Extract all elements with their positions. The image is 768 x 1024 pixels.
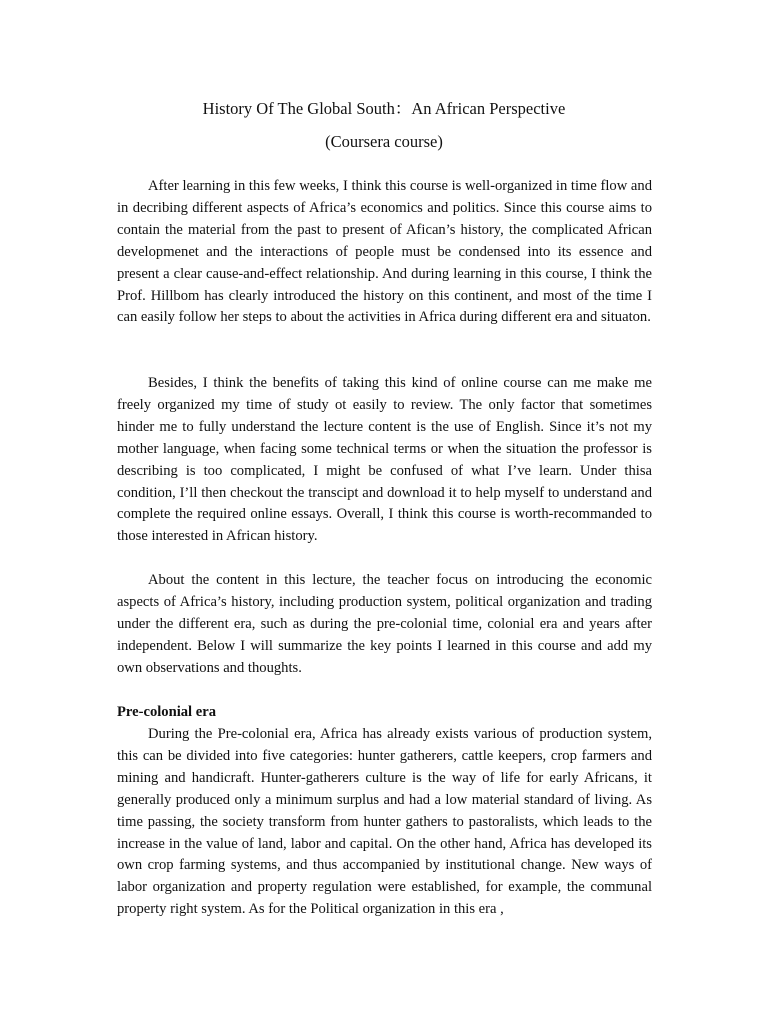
paragraph-pre-colonial-era: During the Pre-colonial era, Africa has already exists various of production system, this can be divided into five categories: hunter gatherers, cattle keepers, crop farmers and mining and handicraft. Hunter-gatherers culture is the way of life for early Africans, it generally produced only a minimum surplus and had a low material standard of living. As time passing, the society transform from hunter gathers to pastoralists, which leads to the increase in the value of land, labor and capital. On the other hand, Africa has developed its own crop farming systems, and thus accompanied by institutional change. New ways of labor organization and property regulation were established, for example, the communal property right system. As for the Political organization in this era ,	[117, 726, 652, 918]
paragraph-course-review: After learning in this few weeks, I think this course is well-organized in time flow and in decribing different aspects of Africa’s economics and politics. Since this course aims to contain the material from the past to present of Afican’s history, the complicated African developmenet and the interactions of people must be condensed into its essence and present a clear cause-and-effect relationship. And during learning in this course, I think the Prof. Hillbom has clearly introduced the history on this continent, and most of the time I can easily follow her steps to about the activities in Africa during different era and situaton.	[117, 178, 652, 326]
document-subtitle: (Coursera course)	[325, 132, 443, 151]
section-heading-pre-colonial: Pre-colonial era	[117, 704, 217, 720]
paragraph-online-course-benefits: Besides, I think the benefits of taking this kind of online course can me make me freely organized my time of study ot easily to review. The only factor that sometimes hinder me to fully understand the lecture content is the use of English. Since it’s not my mother language, when facing some technical terms or when the situation the professor is describing is too complicated, I might be confused of what I’ve learn. Under thisa condition, I’ll then checkout the transcipt and download it to help myself to understand and complete the required online essays. Overall, I think this course is worth-recommanded to those interested in African history.	[117, 375, 652, 545]
paragraph-lecture-content: About the content in this lecture, the teacher focus on introducing the economic aspects of Africa’s history, including production system, political organization and trading under the different era, such as during the pre-colonial time, colonial era and years after independent. Below I will summarize the key points I learned in this course and add my own observations and thoughts.	[117, 572, 652, 676]
document-title: History Of The Global South：An African Perspective	[202, 99, 566, 118]
